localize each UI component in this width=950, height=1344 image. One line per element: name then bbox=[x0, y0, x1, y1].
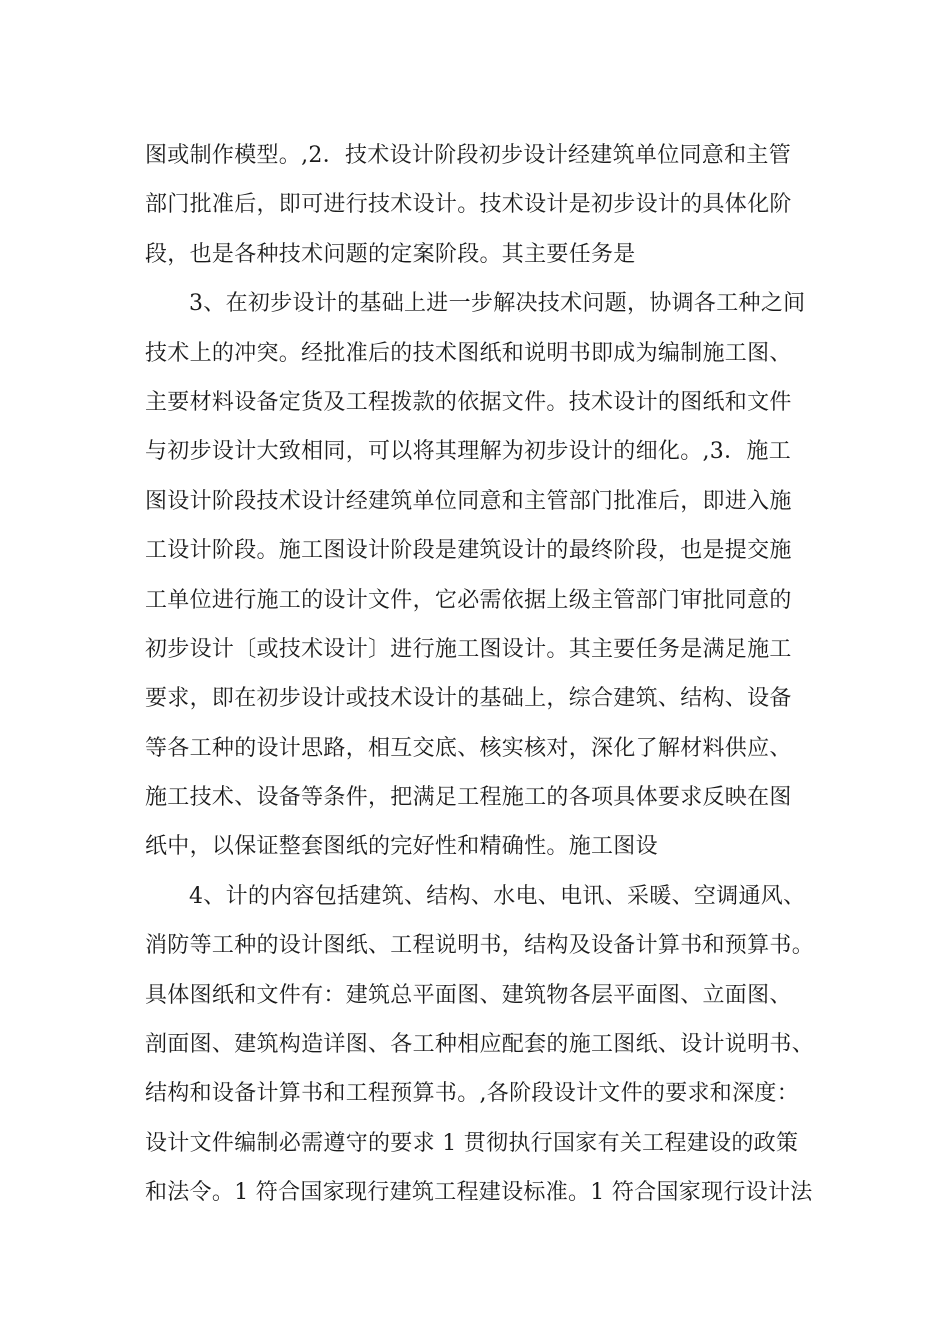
text-line: 和法令。1 符合国家现行建筑工程建设标准。1 符合国家现行设计法 bbox=[145, 1180, 813, 1206]
text-line: 施工技术、设备等条件，把满足工程施工的各项具体要求反映在图 bbox=[145, 785, 792, 811]
text-line: 初步设计〔或技术设计〕进行施工图设计。其主要任务是满足施工 bbox=[145, 636, 792, 662]
text-line: 工设计阶段。施工图设计阶段是建筑设计的最终阶段，也是提交施 bbox=[145, 538, 792, 564]
text-line: 设计文件编制必需遵守的要求 1 贯彻执行国家有关工程建设的政策 bbox=[145, 1130, 799, 1156]
text-line: 主要材料设备定货及工程拨款的依据文件。技术设计的图纸和文件 bbox=[145, 389, 792, 415]
text-line: 图或制作模型。,2．技术设计阶段初步设计经建筑单位同意和主管 bbox=[145, 143, 791, 168]
text-line: 与初步设计大致相同，可以将其理解为初步设计的细化。,3．施工 bbox=[145, 439, 791, 465]
text-line: 4、计的内容包括建筑、结构、水电、电讯、采暖、空调通风、 bbox=[189, 883, 806, 909]
text-line: 消防等工种的设计图纸、工程说明书，结构及设备计算书和预算书。 bbox=[145, 933, 815, 959]
text-line: 图设计阶段技术设计经建筑单位同意和主管部门批准后，即进入施 bbox=[145, 488, 792, 514]
body-text bbox=[145, 131, 825, 1218]
text-line: 部门批准后，即可进行技术设计。技术设计是初步设计的具体化阶 bbox=[145, 192, 792, 218]
text-line: 要求，即在初步设计或技术设计的基础上，综合建筑、结构、设备 bbox=[145, 686, 792, 712]
text-line: 结构和设备计算书和工程预算书。,各阶段设计文件的要求和深度： bbox=[145, 1081, 799, 1107]
text-line: 工单位进行施工的设计文件，它必需依据上级主管部门审批同意的 bbox=[145, 587, 792, 613]
text-line: 剖面图、建筑构造详图、各工种相应配套的施工图纸、设计说明书、 bbox=[145, 1032, 815, 1058]
text-line: 具体图纸和文件有：建筑总平面图、建筑物各层平面图、立面图、 bbox=[145, 982, 792, 1008]
text-line: 3、在初步设计的基础上进一步解决技术问题，协调各工种之间 bbox=[189, 291, 806, 317]
text-line: 技术上的冲突。经批准后的技术图纸和说明书即成为编制施工图、 bbox=[145, 340, 792, 366]
text-line: 段，也是各种技术问题的定案阶段。其主要任务是 bbox=[145, 241, 636, 267]
text-line: 纸中，以保证整套图纸的完好性和精确性。施工图设 bbox=[145, 834, 658, 860]
text-line: 等各工种的设计思路，相互交底、核实核对，深化了解材料供应、 bbox=[145, 735, 792, 761]
